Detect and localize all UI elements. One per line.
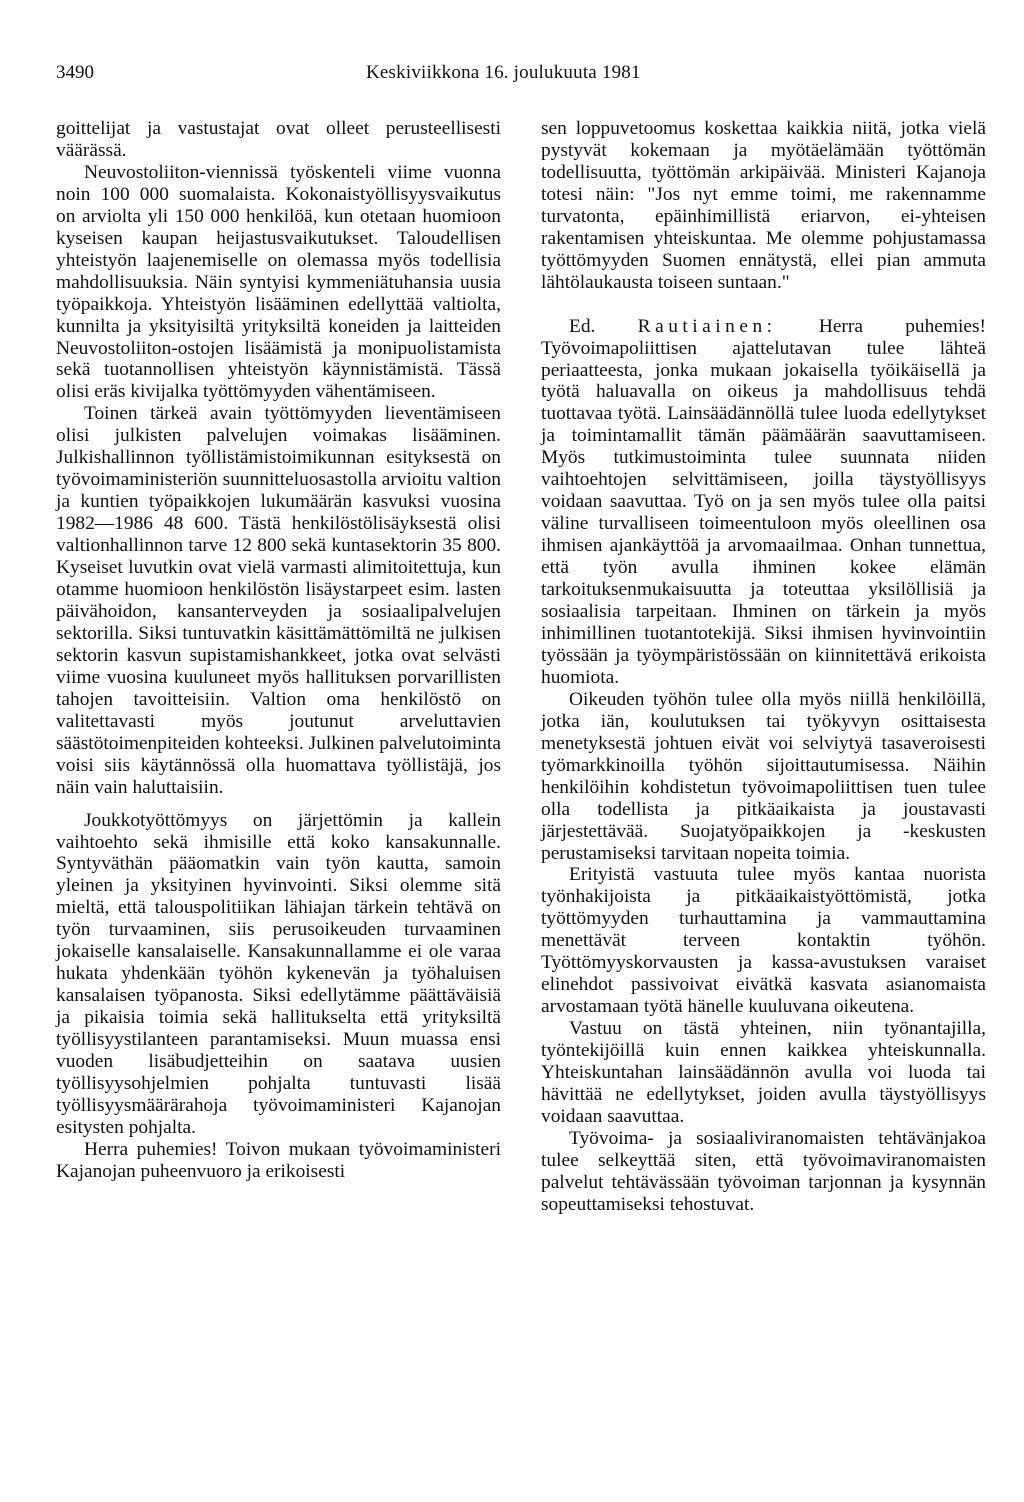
paragraph: Työvoima- ja sosiaaliviranomaisten tehtävänjakoa tulee selkeyttää siten, että työvoimaviranomaisten palvelut tehtävässään työvoiman tarjonnan ja kysynnän sopeuttamiseksi tehostuvat. xyxy=(541,1127,986,1215)
paragraph: Toinen tärkeä avain työttömyyden lieventämiseen olisi julkisten palvelujen voimakas lisääminen. Julkishallinnon työllistämistoimikunnan esityksestä on työvoimaministeriön suunnitteluosastolla arvioitu valtion ja kuntien työpaikkojen lukumäärän kasvuksi vuosina 1982—1986 48 600. Tästä henkilöstölisäyksestä olisi valtionhallinnon tarve 12 800 sekä kuntasektorin 35 800. Kyseiset luvutkin ovat vielä varmasti alimitoitettuja, kun otamme huomioon henkilöstön lisäystarpeet esim. lasten päivähoidon, kansanterveyden ja sosiaalipalvelujen sektorilla. Siksi tuntuvatkin käsittämättömiltä ne julkisen sektorin kasvun supistamishankkeet, jotka ovat selvästi viime vuosina kuuluneet myös hallituksen porvarillisten tahojen tavoitteisiin. Valtion oma henkilöstö on valitettavasti myös joutunut arveluttavien säästötoimenpiteiden kohteeksi. Julkinen palvelutoiminta voisi siis käytännössä olla huomattava työllistäjä, jos näin vain haluttaisiin. xyxy=(56,403,501,798)
page-number: 3490 xyxy=(56,62,94,83)
page-header xyxy=(56,62,986,92)
paragraph: Herra puhemies! Toivon mukaan työvoimaministeri Kajanojan puheenvuoro ja erikoisesti xyxy=(56,1138,501,1182)
paragraph: Oikeuden työhön tulee olla myös niillä henkilöillä, jotka iän, koulutuksen tai työkyvyn osittaisesta menetyksestä johtuen eivät voi selviytyä tasaveroisesti työmarkkinoilla työhön sijoittautumisessa. Näihin henkilöihin kohdistetun työvoimapoliittisen tuen tulee olla todellista ja pitkäaikaista ja joustavasti järjestettävää. Suojatyöpaikkojen ja -keskusten perustamiseksi tarvitaan nopeita toimia. xyxy=(541,688,986,864)
speaker-opening: Herra puhemies! xyxy=(818,315,986,337)
paragraph-continued: sen loppuvetoomus koskettaa kaikkia niitä, jotka vielä pystyvät kokemaan ja myötäelämään työttömän todellisuutta, työttömän arkipäivää. Ministeri Kajanoja totesi näin: "Jos nyt emme toimi, me rakennamme turvatonta, epäinhimillistä eriarvon, ei-yhteisen rakentamisen yhteiskuntaa. Me olemme pohjustamassa työttömyyden Suomen ennätystä, ellei pian ammuta lähtölaukausta toiseen suntaan." xyxy=(541,118,986,293)
right-column xyxy=(541,118,986,1216)
paragraph-continued: goittelijat ja vastustajat ovat olleet perusteellisesti väärässä. xyxy=(56,118,501,161)
speech-text: Työvoimapoliittisen ajattelutavan tulee lähteä periaatteesta, jonka mukaan jokaisella työikäisellä ja työtä haluavalla on oikeus ja mahdollisuus tehdä tuottavaa työtä. Lainsäädännöllä tulee luoda edellytykset ja toimintamallit tämän päämäärän saavuttamiseen. Myös tutkimustoiminta tulee suunnata niiden vaihtoehtojen selvittämiseen, joilla täystyöllisyys voidaan saavuttaa. Työ on ja sen myös tulee olla paitsi väline turvalliseen toimeentuloon myös oleellinen osa ihmisen ajankäyttöä ja arvomaailmaa. Onhan tunnettua, että työn avulla ihminen kokee elämän tarkoituksenmukaisuutta ja toteuttaa yksilöllisiä ja sosiaalisia tarpeitaan. Ihminen on tärkein ja myös inhimillinen tuotantotekijä. Siksi ihmisen hyvinvointiin työssään ja työympäristössään on kiinnitettävä erikoista huomiota. xyxy=(541,337,986,688)
speaker-name: Rautiainen: xyxy=(637,315,777,337)
speech-opening-paragraph xyxy=(541,316,986,689)
left-column xyxy=(56,118,501,1183)
paragraph: Erityistä vastuuta tulee myös kantaa nuorista työnhakijoista ja pitkäaikaistyöttömistä, jotka työttömyyden turhauttamina ja vammauttamina menettävät terveen kontaktin työhön. Työttömyyskorvausten ja kassa-avustuksen varaiset elinehdot passivoivat eivätkä kasvata asianomaista arvostamaan työtä hänelle kuuluvana oikeutena. xyxy=(541,864,986,1018)
paragraph: Vastuu on tästä yhteinen, niin työnantajilla, työntekijöillä kuin ennen kaikkea yhteiskunnalla. Yhteiskuntahan lainsäädännön avulla voi luoda tai hävittää ne edellytykset, joiden avulla täystyöllisyys voidaan saavuttaa. xyxy=(541,1018,986,1127)
paragraph: Joukkotyöttömyys on järjettömin ja kallein vaihtoehto sekä ihmisille että koko kansakunnalle. Syntyväthän pääomatkin vain työn kautta, samoin yleinen ja yksityinen hyvinvointi. Siksi olemme sitä mieltä, että talouspolitiikan lähiajan tärkein tehtävä on työn turvaaminen, siis perusoikeuden turvaaminen jokaiselle kansalaiselle. Kansakunnallamme ei ole varaa hukata yhdenkään työhön kykenevän ja työhaluisen kansalaisen työpanosta. Siksi edellytämme päättäväisiä ja pikaisia toimia sekä hallitukselta että yrityksiltä työllisyystilanteen parantamiseksi. Muun muassa ensi vuoden lisäbudjetteihin on saatava uusien työllisyysohjelmien pohjalta tuntuvasti lisää työllisyysmäärärahoja työvoimaministeri Kajanojan esitysten pohjalta. xyxy=(56,809,501,1138)
speaker-prefix: Ed. xyxy=(569,315,596,337)
session-date: Keskiviikkona 16. joulukuuta 1981 xyxy=(366,62,641,83)
paragraph: Neuvostoliiton-viennissä työskenteli viime vuonna noin 100 000 suomalaista. Kokonaistyöllisyysvaikutus on arviolta yli 150 000 henkilöä, kun otetaan huomioon kyseisen kaupan heijastusvaikutukset. Taloudellisen yhteistyön laajenemiselle on olemassa myös todellisia mahdollisuuksia. Näin syntyisi kymmeniätuhansia uusia työpaikkoja. Yhteistyön lisääminen edellyttää valtiolta, kunnilta ja yksityisiltä yrityksiltä koneiden ja laitteiden Neuvostoliiton-ostojen lisäämistä ja monipuolistamista sekä tuotannollisen yhteistyön käynnistämistä. Tässä olisi eräs kivijalka työttömyyden vähentämiseen. xyxy=(56,161,501,403)
